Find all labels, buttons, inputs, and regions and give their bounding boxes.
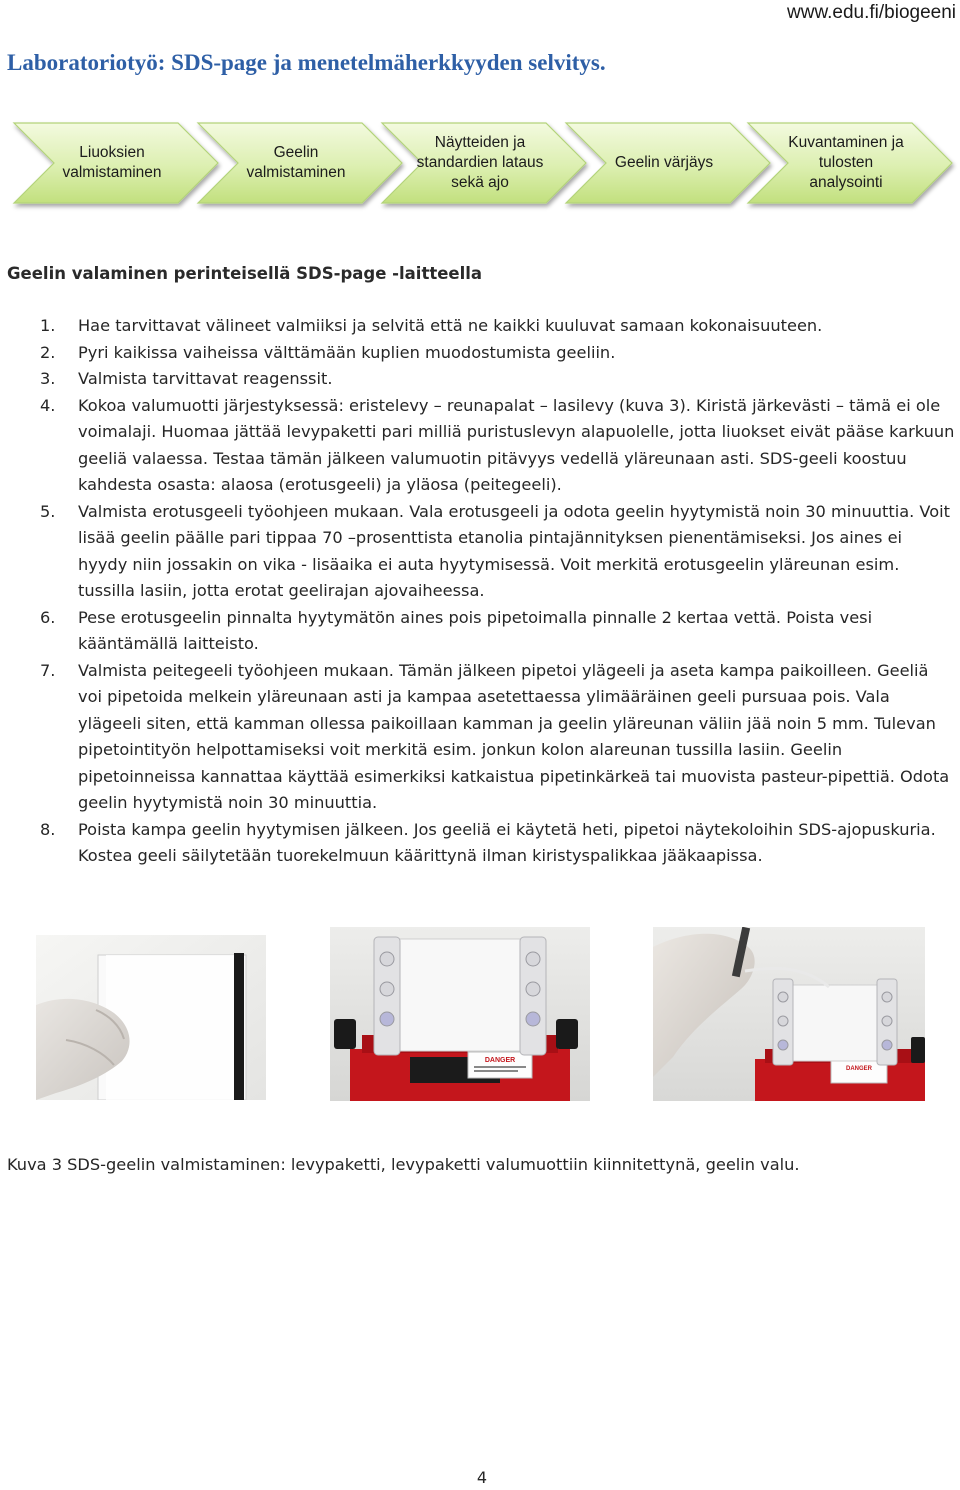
step-text: Poista kampa geelin hyytymisen jälkeen. Jos geeliä ei käytetä heti, pipetoi näytekoloihin SDS-ajopuskuria. Kostea geeli säilytetään tuorekelmuun käärittynä ilman kiristyspalikkaa jääkaapissa.	[78, 819, 936, 865]
step-text: Hae tarvittavat välineet valmiiksi ja selvitä että ne kaikki kuuluvat samaan kokonaisuuteen.	[78, 316, 823, 335]
flow-step-label: Geelin valmistaminen	[246, 144, 346, 181]
instruction-step	[0, 393, 960, 499]
instruction-step	[0, 313, 960, 340]
flow-step-imaging	[746, 121, 956, 205]
step-text: Valmista tarvittavat reagenssit.	[78, 369, 333, 388]
flow-step-label: Geelin värjäys	[614, 154, 714, 171]
danger-sticker-text: DANGER	[484, 1057, 516, 1064]
step-number: 1.	[40, 316, 56, 335]
gel-casting-photo	[653, 927, 925, 1101]
site-url: www.edu.fi/biogeeni	[787, 2, 956, 23]
instruction-step	[0, 340, 960, 367]
process-flow	[0, 115, 960, 215]
instruction-step	[0, 366, 960, 393]
figure-photos	[0, 920, 960, 1110]
step-text: Valmista erotusgeeli työohjeen mukaan. Vala erotusgeeli ja odota geelin hyytymistä noin 30 minuuttia. Voit lisää geelin päälle pari tippaa 70 –prosenttista etanolia pintajännityksen pienentämiseksi. Jos aines ei hyydy niin jossakin on vika - lisäaika ei auta hyytymisessä. Voit merkitä erotusgeelin yläreunan esim. tussilla lasiin, jotta erotat geelirajan ajovaiheessa.	[78, 501, 950, 600]
page-number: 4	[476, 1468, 488, 1487]
flow-step-loading-and-run	[380, 121, 590, 205]
flow-step-label: Näytteiden ja standardien lataus sekä ajo	[416, 134, 544, 191]
casting-frame-photo	[330, 927, 590, 1101]
document-title: Laboratoriotyö: SDS-page ja menetelmäherkkyyden selvitys.	[7, 50, 606, 75]
step-text: Pyri kaikissa vaiheissa välttämään kuplien muodostumista geeliin.	[78, 342, 616, 362]
step-text: Kokoa valumuotti järjestyksessä: eristelevy – reunapalat – lasilevy (kuva 3). Kiristä järkevästi – tämä ei ole voimalaji. Huomaa jättää levypaketti pari milliä puristuslevyn alapuolelle, jotta liuokset eivät pääse karkuun geeliä valaessa. Testaa tämän jälkeen valumuotin pitävyys vedellä yläreunaan asti. SDS-geeli koostuu kahdesta osasta: alaosa (erotusgeeli) ja yläosa (peitegeeli).	[78, 395, 955, 494]
step-number: 7.	[40, 660, 56, 680]
instruction-step	[0, 605, 960, 658]
step-number: 8.	[40, 819, 56, 839]
flow-step-staining	[564, 121, 774, 205]
instruction-step	[0, 658, 960, 817]
flow-step-gel-preparation	[196, 121, 406, 205]
step-text: Valmista peitegeeli työohjeen mukaan. Tämän jälkeen pipetoi ylägeeli ja aseta kampa paikoilleen. Geeliä voi pipetoida melkein yläreunaan asti ja kampaa asetettaessa ylimääräinen geeli pursuaa pois. Vala ylägeeli siten, että kamman ollessa paikoillaan kamman ja geelin yläreunan väliin jää noin 5 mm. Tulevan pipetointityön helpottamiseksi voit merkitä esim. jonkun kolon alareunan tussilla lasiin. Geelin pipetoinneissa kannattaa käyttää esimerkiksi katkaistua pipetinkärkeä tai muovista pasteur-pipettiä. Odota geelin hyytymistä noin 30 minuuttia.	[78, 660, 950, 812]
instruction-step	[0, 499, 960, 605]
step-number: 2.	[40, 342, 56, 362]
step-number: 3.	[40, 369, 56, 388]
instruction-list	[0, 313, 960, 870]
danger-sticker-text: DANGER	[845, 1066, 873, 1072]
flow-step-label: Liuoksien valmistaminen	[62, 144, 162, 181]
step-number: 4.	[40, 395, 56, 415]
step-number: 6.	[40, 607, 56, 627]
flow-step-solutions	[12, 121, 222, 205]
section-heading: Geelin valaminen perinteisellä SDS-page -laitteella	[7, 264, 483, 283]
figure-caption: Kuva 3 SDS-geelin valmistaminen: levypaketti, levypaketti valumuottiin kiinnitettynä, geelin valu.	[7, 1155, 800, 1174]
plate-package-photo	[36, 935, 266, 1100]
step-number: 5.	[40, 501, 56, 521]
flow-step-label: Kuvantaminen ja tulosten analysointi	[788, 134, 904, 191]
instruction-step	[0, 817, 960, 870]
step-text: Pese erotusgeelin pinnalta hyytymätön aines pois pipetoimalla pinnalle 2 kertaa vettä. Poista vesi kääntämällä laitteisto.	[78, 607, 873, 653]
